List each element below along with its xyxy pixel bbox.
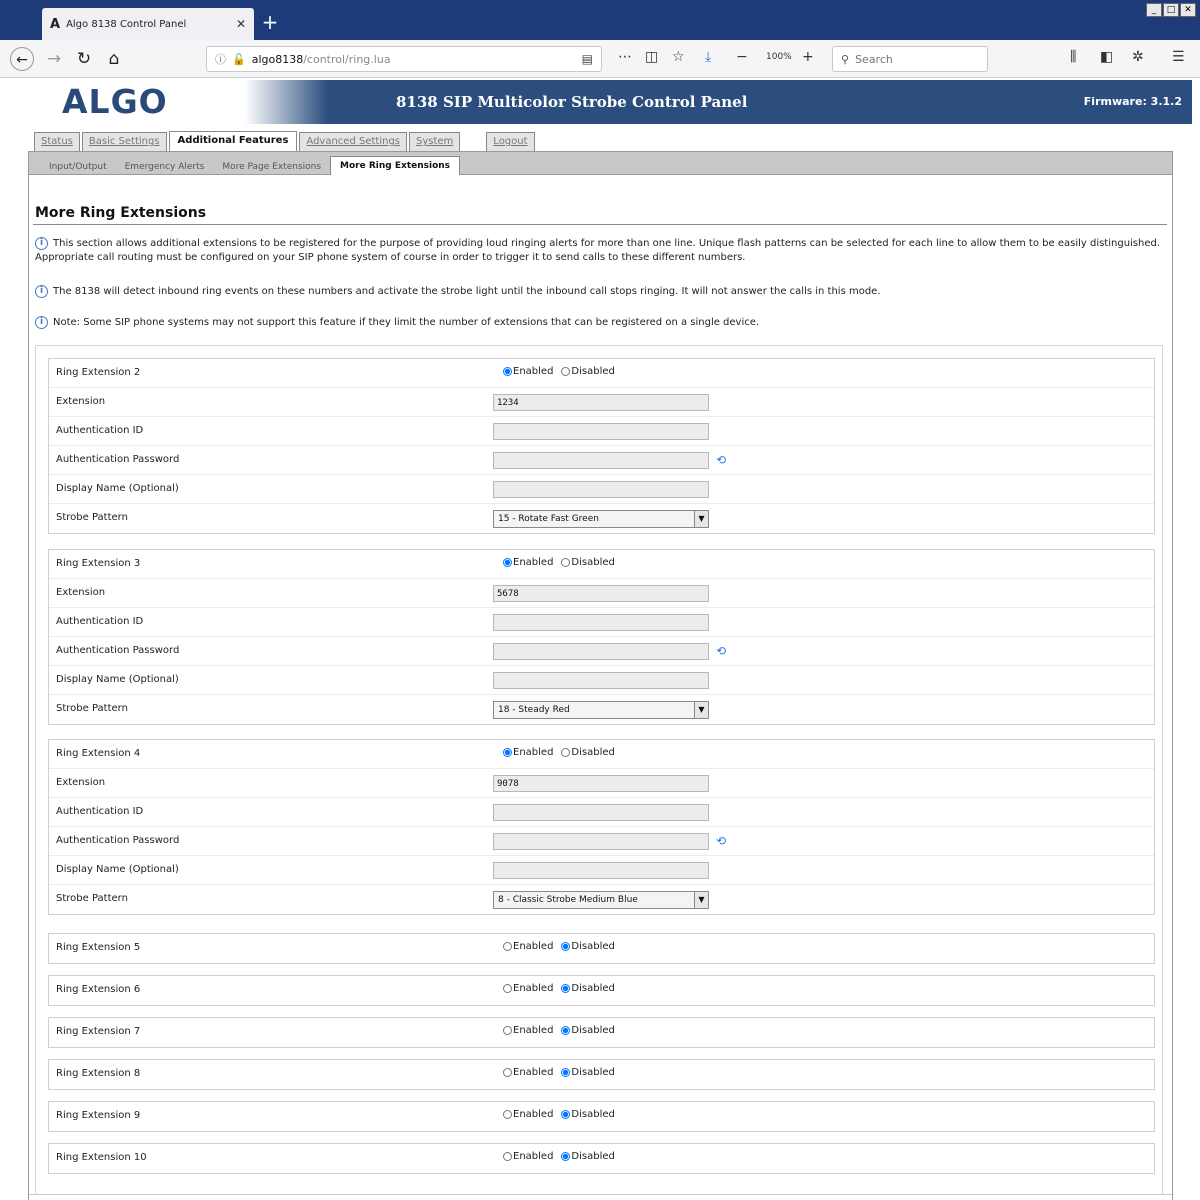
disabled-option[interactable]: Disabled — [561, 983, 614, 994]
show-password-icon[interactable]: ⟲ — [716, 453, 727, 467]
disabled-option[interactable]: Disabled — [561, 1025, 614, 1036]
more-actions-icon[interactable]: ⋯ — [618, 49, 632, 65]
display-name-label: Display Name (Optional) — [56, 864, 179, 875]
content-panel — [28, 175, 1173, 1200]
browser-tab[interactable] — [42, 8, 254, 40]
tab-advanced-settings[interactable]: Advanced Settings — [299, 132, 407, 151]
ring-extension-header — [49, 740, 1154, 769]
enable-toggle — [503, 1067, 615, 1078]
disabled-option[interactable]: Disabled — [561, 1109, 614, 1120]
forward-icon[interactable]: → — [46, 49, 62, 69]
reload-icon[interactable]: ↻ — [76, 49, 92, 69]
disabled-radio[interactable] — [561, 942, 570, 951]
enable-toggle — [503, 747, 615, 758]
info-text: Note: Some SIP phone systems may not support this feature if they limit the number of extensions that can be registered on a single device. — [53, 317, 760, 328]
url-path: /control/ring.lua — [303, 52, 391, 66]
ring-extension-label: Ring Extension 2 — [56, 367, 141, 378]
ring-extension-label: Ring Extension 10 — [56, 1152, 147, 1163]
strobe-pattern-label: Strobe Pattern — [56, 512, 128, 523]
enabled-radio[interactable] — [503, 1110, 512, 1119]
enabled-radio[interactable] — [503, 1026, 512, 1035]
bookmark-star-icon[interactable]: ☆ — [672, 49, 685, 65]
disabled-radio[interactable] — [561, 558, 570, 567]
ring-extension-header — [49, 359, 1154, 388]
ring-extension-label: Ring Extension 8 — [56, 1068, 141, 1079]
section-divider — [33, 224, 1167, 225]
disabled-radio[interactable] — [561, 367, 570, 376]
strobe-pattern-row — [49, 695, 1154, 724]
enabled-radio[interactable] — [503, 984, 512, 993]
auth-password-label: Authentication Password — [56, 454, 180, 465]
display-name-row — [49, 666, 1154, 695]
ring-extension-label: Ring Extension 3 — [56, 558, 141, 569]
extension-row — [49, 579, 1154, 608]
extension-row — [49, 388, 1154, 417]
display-name-label: Display Name (Optional) — [56, 483, 179, 494]
auth-password-row — [49, 637, 1154, 666]
tab-status[interactable]: Status — [34, 132, 80, 151]
chevron-down-icon[interactable]: ▼ — [694, 892, 708, 908]
enabled-option[interactable]: Enabled — [503, 1109, 553, 1120]
ring-extension-9-group — [48, 1101, 1155, 1132]
zoom-out-icon[interactable]: − — [736, 49, 748, 65]
extension-input[interactable] — [493, 775, 709, 792]
insecure-lock-icon[interactable]: 🔓 — [232, 52, 246, 66]
ring-extension-header — [49, 934, 1154, 963]
browser-titlebar — [0, 0, 1200, 40]
disabled-option[interactable]: Disabled — [561, 1067, 614, 1078]
strobe-pattern-label: Strobe Pattern — [56, 893, 128, 904]
auth-password-input[interactable] — [493, 833, 709, 850]
chevron-down-icon[interactable]: ▼ — [694, 702, 708, 718]
strobe-pattern-select[interactable] — [493, 701, 709, 719]
auth-id-label: Authentication ID — [56, 806, 144, 817]
library-icon[interactable]: ⫼ — [1070, 49, 1077, 65]
ring-extension-5-group — [48, 933, 1155, 964]
ring-extension-header — [49, 1102, 1154, 1131]
auth-id-row — [49, 798, 1154, 827]
auth-id-row — [49, 417, 1154, 446]
tab-title: Algo 8138 Control Panel — [66, 18, 187, 30]
enable-toggle — [503, 366, 615, 377]
enable-toggle — [503, 1109, 615, 1120]
display-name-input[interactable] — [493, 481, 709, 498]
new-tab-button[interactable]: + — [261, 10, 279, 34]
ring-extension-4-group — [48, 739, 1155, 915]
ring-extension-7-group — [48, 1017, 1155, 1048]
enabled-radio[interactable] — [503, 558, 512, 567]
extension-label: Extension — [56, 777, 106, 788]
url-bar[interactable] — [206, 46, 602, 72]
info-icon: i — [35, 237, 48, 250]
display-name-input[interactable] — [493, 672, 709, 689]
enable-toggle — [503, 1025, 615, 1036]
close-tab-icon[interactable]: ✕ — [235, 17, 246, 31]
algo-favicon-icon: A — [50, 16, 61, 32]
auth-id-input[interactable] — [493, 614, 709, 631]
enabled-option[interactable]: Enabled — [503, 557, 553, 568]
search-icon: ⚲ — [841, 52, 850, 66]
subtab-more-page-extensions[interactable]: More Page Extensions — [222, 162, 322, 172]
disabled-option[interactable]: Disabled — [561, 747, 614, 758]
strobe-pattern-row — [49, 885, 1154, 914]
ring-extension-label: Ring Extension 4 — [56, 748, 141, 759]
display-name-row — [49, 856, 1154, 885]
disabled-option[interactable]: Disabled — [561, 366, 614, 377]
enabled-option[interactable]: Enabled — [503, 941, 553, 952]
search-input[interactable] — [855, 53, 975, 66]
auth-id-label: Authentication ID — [56, 425, 144, 436]
info-icon: i — [35, 285, 48, 298]
enabled-option[interactable]: Enabled — [503, 1025, 553, 1036]
url-host: algo8138 — [251, 52, 304, 66]
disabled-radio[interactable] — [561, 1068, 570, 1077]
info-paragraph — [35, 316, 1163, 330]
enabled-option[interactable]: Enabled — [503, 1151, 553, 1162]
display-name-row — [49, 475, 1154, 504]
enabled-option[interactable]: Enabled — [503, 983, 553, 994]
enable-toggle — [503, 983, 615, 994]
enable-toggle — [503, 1151, 615, 1162]
info-paragraph — [35, 285, 1163, 299]
minimize-icon[interactable]: _ — [1146, 3, 1162, 17]
ring-extension-label: Ring Extension 9 — [56, 1110, 141, 1121]
info-text: The 8138 will detect inbound ring events on these numbers and activate the strobe light until the inbound call stops ringing. It will not answer the calls in this mode. — [53, 286, 881, 297]
ring-extension-8-group — [48, 1059, 1155, 1090]
ring-extension-header — [49, 976, 1154, 1005]
disabled-radio[interactable] — [561, 984, 570, 993]
enabled-option[interactable]: Enabled — [503, 747, 553, 758]
ring-extension-header — [49, 1144, 1154, 1173]
info-icon[interactable]: ⓘ — [215, 53, 226, 66]
sidebar-icon[interactable]: ◧ — [1100, 49, 1114, 65]
show-password-icon[interactable]: ⟲ — [716, 644, 727, 658]
enabled-radio[interactable] — [503, 1068, 512, 1077]
auth-password-input[interactable] — [493, 643, 709, 660]
display-name-input[interactable] — [493, 862, 709, 879]
download-icon[interactable]: ⤓ — [705, 49, 712, 65]
browser-navbar — [0, 40, 1200, 78]
selected-pattern: 15 - Rotate Fast Green — [498, 514, 599, 524]
close-window-icon[interactable]: ✕ — [1180, 3, 1196, 17]
show-password-icon[interactable]: ⟲ — [716, 834, 727, 848]
info-text: This section allows additional extensions to be registered for the purpose of providing loud ringing alerts for more than one line. Unique flash patterns can be selected for each line to allow them to be easily distinguished. Appropriate call routing must be configured on your SIP phone system of course in order to trigger it to send calls to these different numbers. — [35, 238, 1161, 263]
auth-password-input[interactable] — [493, 452, 709, 469]
auth-id-input[interactable] — [493, 804, 709, 821]
enabled-radio[interactable] — [503, 942, 512, 951]
auth-id-input[interactable] — [493, 423, 709, 440]
zoom-level[interactable]: 100% — [766, 52, 792, 62]
ring-extension-label: Ring Extension 6 — [56, 984, 141, 995]
enabled-radio[interactable] — [503, 367, 512, 376]
disabled-option[interactable]: Disabled — [561, 941, 614, 952]
page-title: 8138 SIP Multicolor Strobe Control Panel — [396, 93, 748, 111]
strobe-pattern-select[interactable] — [493, 510, 709, 528]
ring-extension-10-group — [48, 1143, 1155, 1174]
page-header — [8, 80, 1192, 124]
firmware-version: Firmware: 3.1.2 — [1083, 95, 1182, 108]
enabled-option[interactable]: Enabled — [503, 366, 553, 377]
enable-toggle — [503, 557, 615, 568]
ring-extension-3-group — [48, 549, 1155, 725]
section-title: More Ring Extensions — [35, 205, 207, 221]
reader-view-icon[interactable]: ▤ — [581, 52, 593, 66]
auth-password-row — [49, 446, 1154, 475]
tab-additional-features[interactable]: Additional Features — [169, 131, 298, 151]
extension-row — [49, 769, 1154, 798]
display-name-label: Display Name (Optional) — [56, 674, 179, 685]
ring-extensions-area — [35, 345, 1163, 1195]
subtab-emergency-alerts[interactable]: Emergency Alerts — [124, 162, 205, 172]
ring-extension-label: Ring Extension 5 — [56, 942, 141, 953]
zoom-in-icon[interactable]: + — [802, 49, 814, 65]
extension-icon[interactable]: ✲ — [1132, 49, 1144, 65]
disabled-radio[interactable] — [561, 748, 570, 757]
disabled-radio[interactable] — [561, 1152, 570, 1161]
extension-input[interactable] — [493, 394, 709, 411]
back-icon[interactable]: ← — [10, 47, 34, 71]
ring-extension-header — [49, 1018, 1154, 1047]
extension-label: Extension — [56, 587, 106, 598]
auth-password-label: Authentication Password — [56, 835, 180, 846]
main-tabs — [34, 131, 537, 151]
disabled-option[interactable]: Disabled — [561, 557, 614, 568]
enable-toggle — [503, 941, 615, 952]
enabled-radio[interactable] — [503, 748, 512, 757]
ring-extension-6-group — [48, 975, 1155, 1006]
subtab-more-ring-extensions[interactable]: More Ring Extensions — [330, 156, 460, 175]
chevron-down-icon[interactable]: ▼ — [694, 511, 708, 527]
disabled-option[interactable]: Disabled — [561, 1151, 614, 1162]
strobe-pattern-select[interactable] — [493, 891, 709, 909]
extension-label: Extension — [56, 396, 106, 407]
info-paragraph — [35, 237, 1163, 265]
ring-extension-2-group — [48, 358, 1155, 534]
tab-basic-settings[interactable]: Basic Settings — [82, 132, 167, 151]
strobe-pattern-row — [49, 504, 1154, 533]
tab-logout[interactable]: Logout — [486, 132, 534, 151]
ring-extension-header — [49, 550, 1154, 579]
auth-password-label: Authentication Password — [56, 645, 180, 656]
algo-logo: ALGO — [62, 82, 168, 121]
menu-icon[interactable]: ☰ — [1172, 49, 1185, 65]
selected-pattern: 8 - Classic Strobe Medium Blue — [498, 895, 638, 905]
auth-password-row — [49, 827, 1154, 856]
selected-pattern: 18 - Steady Red — [498, 705, 570, 715]
extension-input[interactable] — [493, 585, 709, 602]
auth-id-row — [49, 608, 1154, 637]
ring-extension-label: Ring Extension 7 — [56, 1026, 141, 1037]
enabled-option[interactable]: Enabled — [503, 1067, 553, 1078]
subtab-input-output[interactable]: Input/Output — [49, 162, 107, 172]
disabled-radio[interactable] — [561, 1026, 570, 1035]
window-controls — [1146, 3, 1196, 17]
enabled-radio[interactable] — [503, 1152, 512, 1161]
sub-tabs — [40, 157, 460, 175]
home-icon[interactable]: ⌂ — [108, 49, 120, 69]
auth-id-label: Authentication ID — [56, 616, 144, 627]
tab-system[interactable]: System — [409, 132, 460, 151]
bottom-divider — [29, 1194, 1174, 1195]
maximize-icon[interactable]: □ — [1163, 3, 1179, 17]
pocket-icon[interactable]: ◫ — [645, 49, 659, 65]
disabled-radio[interactable] — [561, 1110, 570, 1119]
info-icon: i — [35, 316, 48, 329]
search-box[interactable] — [832, 46, 988, 72]
strobe-pattern-label: Strobe Pattern — [56, 703, 128, 714]
ring-extension-header — [49, 1060, 1154, 1089]
